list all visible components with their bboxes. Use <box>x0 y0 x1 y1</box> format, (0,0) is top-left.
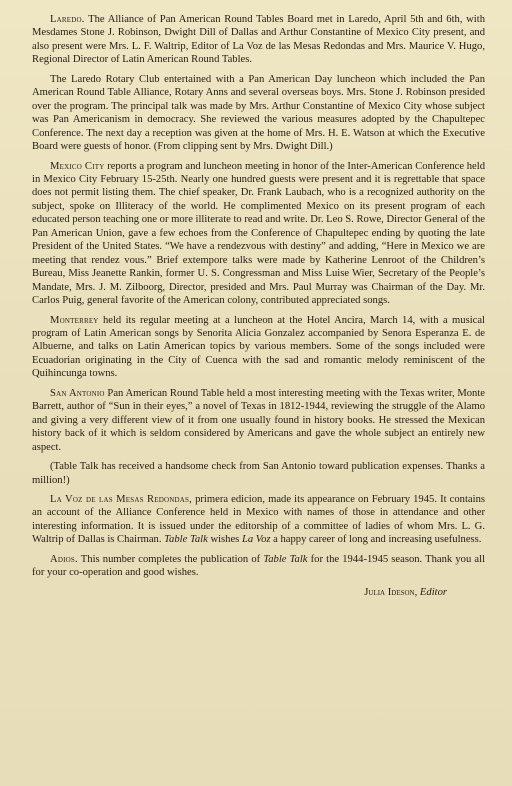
lead-adios: Adios. <box>50 553 78 565</box>
signature <box>32 586 485 599</box>
text-adios: This number completes the publication of <box>77 553 264 565</box>
text-table-talk-check: (Table Talk has received a handsome check from San Antonio toward publication expenses. Thanks a million!) <box>32 461 485 486</box>
text-monterrey: held its regular meeting at a luncheon at the Hotel Ancira, March 14, with a musical program of Latin American songs by Senorita Alicia Gonzalez accompanied by Senora Esperanza E. de Albuerne, and talks on Latin American topics by various members. Some of the songs included were Ecuadorian originating in the City of Cuenca with the sad and romantic melody reminiscent of the Quihincunga towns. <box>32 314 485 380</box>
text-la-voz-2b: a happy career of long and increasing usefulness. <box>270 534 482 546</box>
text-mexico-city: reports a program and luncheon meeting in honor of the Inter-American Conference held in Mexico City February 15-25th. Nearly one hundred guests were present and it is regrettable that space does not permit listing them. The chief speaker, Dr. Frank Laubach, who is a recognized authority on the subject, spoke on Illiteracy of the world. He complimented Mexico on its present program of each educated person teaching one or more illiterate to read and write. Dr. Leo S. Rowe, Director General of the Pan American Union, gave a few echoes from the Conference of Chapultepec ending by quoting the late President of the United States. “We have a rendezvous with destiny” and adding, “Here in Mexico we are meeting that rendez vous.” Brief extempore talks were made by Katherine Lenroot of the Children’s Bureau, Miss Jeanette Rankin, former U. S. Congressman and Miss Luise Wier, Secretary of the People’s Mandate, Mrs. J. M. Zilboorg, Director, presided and Mrs. Paul Murray was Chairman of the Day. Mr. Carlos Puig, general favorite of the American colony, contributed appreciated songs. <box>32 160 486 307</box>
paragraph-mexico-city <box>32 160 485 308</box>
paragraph-monterrey <box>32 314 485 381</box>
lead-laredo: Laredo. <box>50 14 85 25</box>
lead-mexico-city: Mexico City <box>50 160 105 172</box>
lead-san-antonio: San Antonio <box>50 387 105 399</box>
text-laredo-rotary: The Laredo Rotary Club entertained with a Pan American Day luncheon which included the Pan American Round Table Alliance, Rotary Anns and several overseas boys. Mrs. Stone J. Robinson presided over the program. The principal talk was made by Mrs. Arthur Constantine of Mexico City whose subject was Pan Americanism in democracy. She reviewed the various measures adopted by the Chapultepec Conference. The next day a reception was given at the home of Mrs. H. E. Watson at which the Executive Board were guests of honor. (From clipping sent by Mrs. Dwight Dill.) <box>32 73 485 153</box>
signature-name: Julia Ideson, <box>364 586 418 598</box>
italic-table-talk-2: Table Talk <box>263 553 308 565</box>
text-san-antonio: Pan American Round Table held a most interesting meeting with the Texas writer, Monte Barrett, author of “Sun in their eyes,” a novel of Texas in 1812-1944, reviewing the struggle of the Alamo and giving a very different view of it from one usually found in history books. He stressed the Mexican history back of it which is seldom considered by Americans and gave the whole subject an entirely new aspect. <box>32 387 485 453</box>
text-la-voz-2a: wishes <box>207 534 242 546</box>
signature-role: Editor <box>419 586 447 598</box>
paragraph-laredo-rotary <box>32 73 485 154</box>
paragraph-table-talk-check <box>32 460 485 487</box>
lead-monterrey: Monterrey <box>50 314 99 326</box>
italic-la-voz: La Voz <box>241 534 271 546</box>
text-laredo: The Alliance of Pan American Round Tables Board met in Laredo, April 5th and 6th, with Mesdames Stone J. Robinson, Dwight Dill of Dallas and Arthur Constantine of Mexico City present, and also present were Mrs. L. F. Waltrip, Editor of La Voz de las Mesas Redondas and Mrs. Maurice V. Hugo, Regional Director of Latin American Round Tables. <box>32 14 485 66</box>
paragraph-laredo <box>32 13 485 67</box>
text-adios-2: for the 1944-1945 season. Thank you all for your co-operation and good wishes. <box>32 553 486 579</box>
lead-la-voz: La Voz de las Mesas Redondas, <box>50 493 192 505</box>
paragraph-san-antonio <box>32 387 485 454</box>
paragraph-la-voz <box>32 493 485 547</box>
italic-table-talk: Table Talk <box>164 534 208 546</box>
paragraph-adios <box>32 553 485 580</box>
text-la-voz: primera edicion, made its appearance on February 1945. It contains an account of the Alliance Conference held in Mexico with names of those in attendance and other interesting information. It is issued under the editorship of a committee of ladies of whom Mrs. L. G. Waltrip of Dallas is Chairman. <box>32 493 485 546</box>
